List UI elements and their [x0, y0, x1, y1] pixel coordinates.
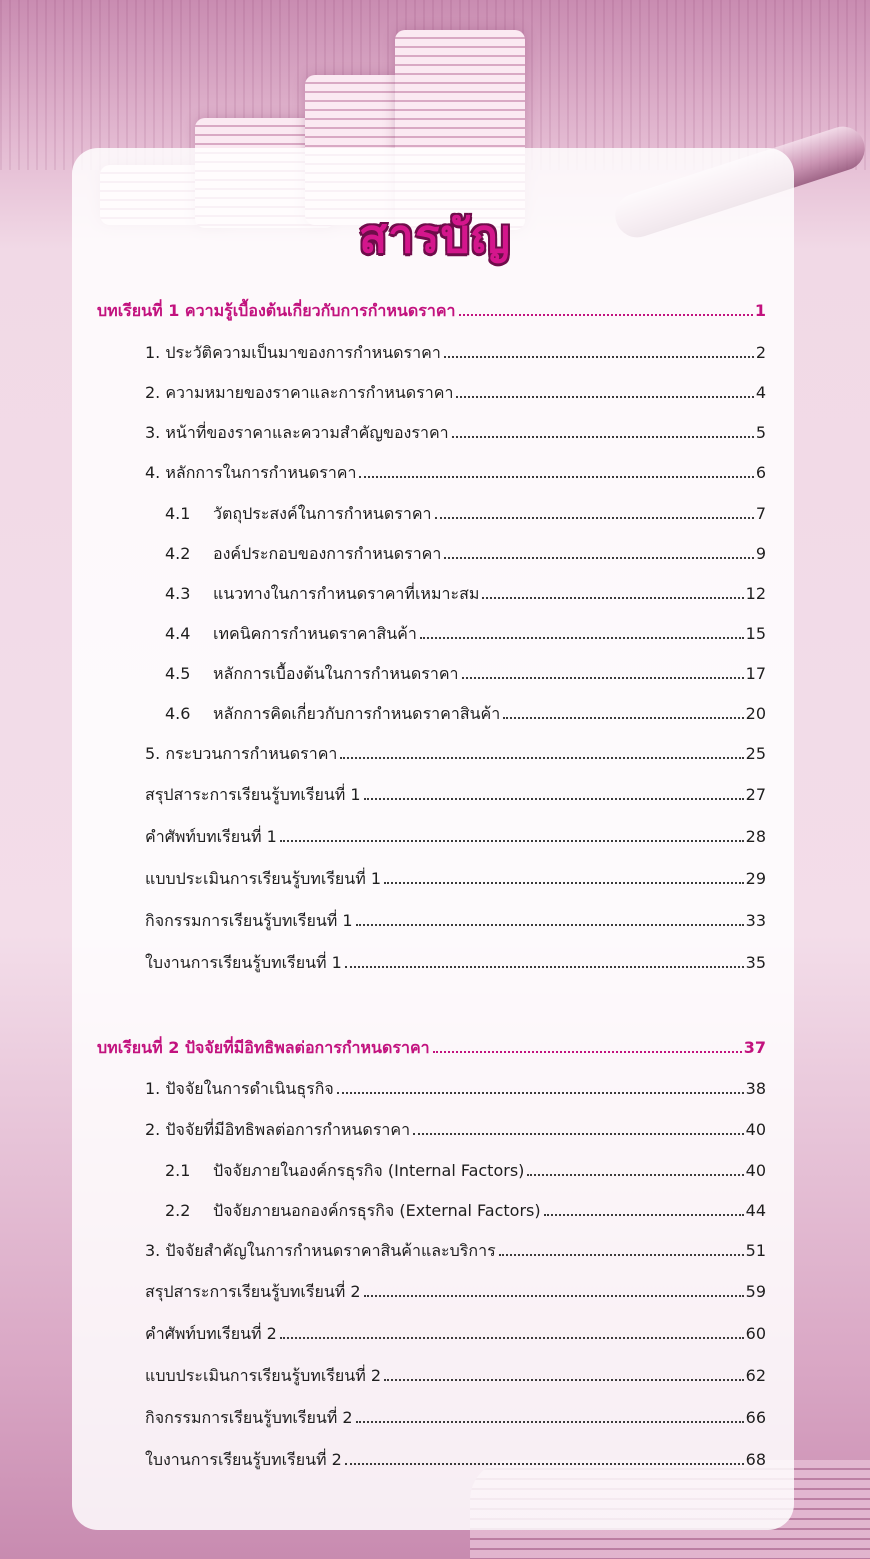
toc-entry — [145, 461, 766, 491]
toc-entry-page: 27 — [745, 785, 766, 804]
dot-leader — [280, 840, 744, 842]
toc-entry — [145, 1406, 766, 1436]
dot-leader — [384, 1379, 744, 1381]
toc-entry — [145, 421, 766, 451]
dot-leader — [345, 1463, 744, 1465]
dot-leader — [435, 517, 754, 519]
toc-entry-label: กิจกรรมการเรียนรู้บทเรียนที่ 1 — [145, 911, 353, 930]
chapter-1-page: 1 — [754, 301, 766, 320]
toc-entry — [145, 1118, 766, 1148]
toc-subentry — [165, 542, 766, 572]
toc-entry — [145, 1239, 766, 1269]
toc-entry-label: สรุปสาระการเรียนรู้บทเรียนที่ 1 — [145, 785, 361, 804]
dot-leader — [503, 717, 743, 719]
toc-entry-page: 2 — [755, 343, 766, 362]
toc-subentry-number: 4.6 — [165, 704, 191, 723]
toc-entry-label: หลักการเบื้องต้นในการกำหนดราคา — [213, 664, 459, 683]
toc-subentry-number: 4.1 — [165, 504, 191, 523]
toc-entry-label: กิจกรรมการเรียนรู้บทเรียนที่ 2 — [145, 1408, 353, 1427]
toc-entry-page: 17 — [745, 664, 766, 683]
dot-leader — [359, 476, 753, 478]
toc-entry — [145, 951, 766, 981]
toc-entry-label: ปัจจัยภายนอกองค์กรธุรกิจ (External Factors) — [213, 1201, 541, 1220]
dot-leader — [364, 1295, 744, 1297]
dot-leader — [356, 1421, 744, 1423]
dot-leader — [444, 557, 753, 559]
dot-leader — [527, 1174, 743, 1176]
toc-entry-page: 6 — [755, 463, 766, 482]
dot-leader — [462, 677, 744, 679]
dot-leader — [345, 966, 744, 968]
toc-entry-label: 3. ปัจจัยสำคัญในการกำหนดราคาสินค้าและบริการ — [145, 1241, 496, 1260]
toc-subentry — [165, 502, 766, 532]
toc-entry-page: 68 — [745, 1450, 766, 1469]
dot-leader — [452, 436, 754, 438]
toc-entry-label: เทคนิคการกำหนดราคาสินค้า — [213, 624, 417, 643]
toc-subentry-number: 2.2 — [165, 1201, 191, 1220]
toc-entry-page: 28 — [745, 827, 766, 846]
dot-leader — [280, 1337, 744, 1339]
toc-entry — [145, 1322, 766, 1352]
dot-leader — [499, 1254, 744, 1256]
toc-entry-label: สรุปสาระการเรียนรู้บทเรียนที่ 2 — [145, 1282, 361, 1301]
toc-entry-label: องค์ประกอบของการกำหนดราคา — [213, 544, 442, 563]
toc-entry — [145, 867, 766, 897]
dot-leader — [413, 1133, 744, 1135]
dot-leader — [433, 1051, 742, 1053]
toc-subentry-number: 2.1 — [165, 1161, 191, 1180]
toc-entry-page: 59 — [745, 1282, 766, 1301]
toc-entry-label: 1. ประวัติความเป็นมาของการกำหนดราคา — [145, 343, 441, 362]
toc-entry-label: 5. กระบวนการกำหนดราคา — [145, 744, 338, 763]
chapter-2-page: 37 — [743, 1038, 766, 1057]
toc-entry — [145, 1077, 766, 1107]
dot-leader — [456, 396, 753, 398]
toc-entry-page: 60 — [745, 1324, 766, 1343]
toc-entry-label: 2. ความหมายของราคาและการกำหนดราคา — [145, 383, 454, 402]
page-title: สารบัญ — [358, 209, 511, 263]
dot-leader — [384, 882, 744, 884]
toc-subentry — [165, 1199, 766, 1229]
toc-entry-label: วัตถุประสงค์ในการกำหนดราคา — [213, 504, 432, 523]
toc-subentry-number: 4.4 — [165, 624, 191, 643]
toc-entry-page: 25 — [745, 744, 766, 763]
chapter-2-title: บทเรียนที่ 2 ปัจจัยที่มีอิทธิพลต่อการกำหนดราคา — [97, 1038, 430, 1057]
toc-entry-label: 3. หน้าที่ของราคาและความสำคัญของราคา — [145, 423, 449, 442]
dot-leader — [544, 1214, 744, 1216]
dot-leader — [459, 314, 753, 316]
toc-entry-page: 35 — [745, 953, 766, 972]
chapter-2-heading — [97, 1036, 766, 1066]
toc-entry — [145, 742, 766, 772]
toc-subentry — [165, 662, 766, 692]
toc-entry-page: 40 — [745, 1120, 766, 1139]
dot-leader — [364, 798, 744, 800]
toc-entry — [145, 341, 766, 371]
toc-entry-page: 38 — [745, 1079, 766, 1098]
toc-entry-page: 5 — [755, 423, 766, 442]
toc-entry — [145, 1448, 766, 1478]
toc-entry-label: แนวทางในการกำหนดราคาที่เหมาะสม — [213, 584, 480, 603]
toc-entry-page: 62 — [745, 1366, 766, 1385]
toc-subentry-number: 4.3 — [165, 584, 191, 603]
toc-entry — [145, 825, 766, 855]
dot-leader — [420, 637, 744, 639]
dot-leader — [444, 356, 754, 358]
toc-entry-page: 51 — [745, 1241, 766, 1260]
toc-entry — [145, 783, 766, 813]
toc-subentry — [165, 702, 766, 732]
toc-entry-label: คำศัพท์บทเรียนที่ 1 — [145, 827, 277, 846]
toc-entry-label: ใบงานการเรียนรู้บทเรียนที่ 1 — [145, 953, 342, 972]
toc-entry-label: หลักการคิดเกี่ยวกับการกำหนดราคาสินค้า — [213, 704, 501, 723]
dot-leader — [356, 924, 744, 926]
toc-entry — [145, 1280, 766, 1310]
toc-entry-page: 7 — [755, 504, 766, 523]
toc-entry-page: 4 — [755, 383, 766, 402]
toc-entry-page: 40 — [745, 1161, 766, 1180]
toc-entry — [145, 1364, 766, 1394]
toc-entry-page: 15 — [745, 624, 766, 643]
toc-entry-label: แบบประเมินการเรียนรู้บทเรียนที่ 2 — [145, 1366, 382, 1385]
toc-entry — [145, 909, 766, 939]
toc-entry-page: 20 — [745, 704, 766, 723]
toc-subentry — [165, 582, 766, 612]
chapter-1-heading — [97, 299, 766, 329]
toc-entry-page: 12 — [745, 584, 766, 603]
toc-entry — [145, 381, 766, 411]
chapter-1-title: บทเรียนที่ 1 ความรู้เบื้องต้นเกี่ยวกับการกำหนดราคา — [97, 301, 456, 320]
toc-entry-page: 9 — [755, 544, 766, 563]
toc-entry-page: 66 — [745, 1408, 766, 1427]
toc-entry-page: 33 — [745, 911, 766, 930]
toc-subentry-number: 4.2 — [165, 544, 191, 563]
toc-entry-label: 1. ปัจจัยในการดำเนินธุรกิจ — [145, 1079, 334, 1098]
dot-leader — [482, 597, 743, 599]
toc-subentry — [165, 1159, 766, 1189]
toc-entry-label: ปัจจัยภายในองค์กรธุรกิจ (Internal Factors) — [213, 1161, 525, 1180]
toc-subentry-number: 4.5 — [165, 664, 191, 683]
toc-entry-label: 2. ปัจจัยที่มีอิทธิพลต่อการกำหนดราคา — [145, 1120, 411, 1139]
toc-entry-label: 4. หลักการในการกำหนดราคา — [145, 463, 357, 482]
toc-entry-page: 29 — [745, 869, 766, 888]
toc-entry-label: คำศัพท์บทเรียนที่ 2 — [145, 1324, 277, 1343]
toc-entry-label: แบบประเมินการเรียนรู้บทเรียนที่ 1 — [145, 869, 382, 888]
toc-subentry — [165, 622, 766, 652]
dot-leader — [340, 757, 743, 759]
toc-entry-page: 44 — [745, 1201, 766, 1220]
dot-leader — [337, 1092, 744, 1094]
toc-entry-label: ใบงานการเรียนรู้บทเรียนที่ 2 — [145, 1450, 342, 1469]
